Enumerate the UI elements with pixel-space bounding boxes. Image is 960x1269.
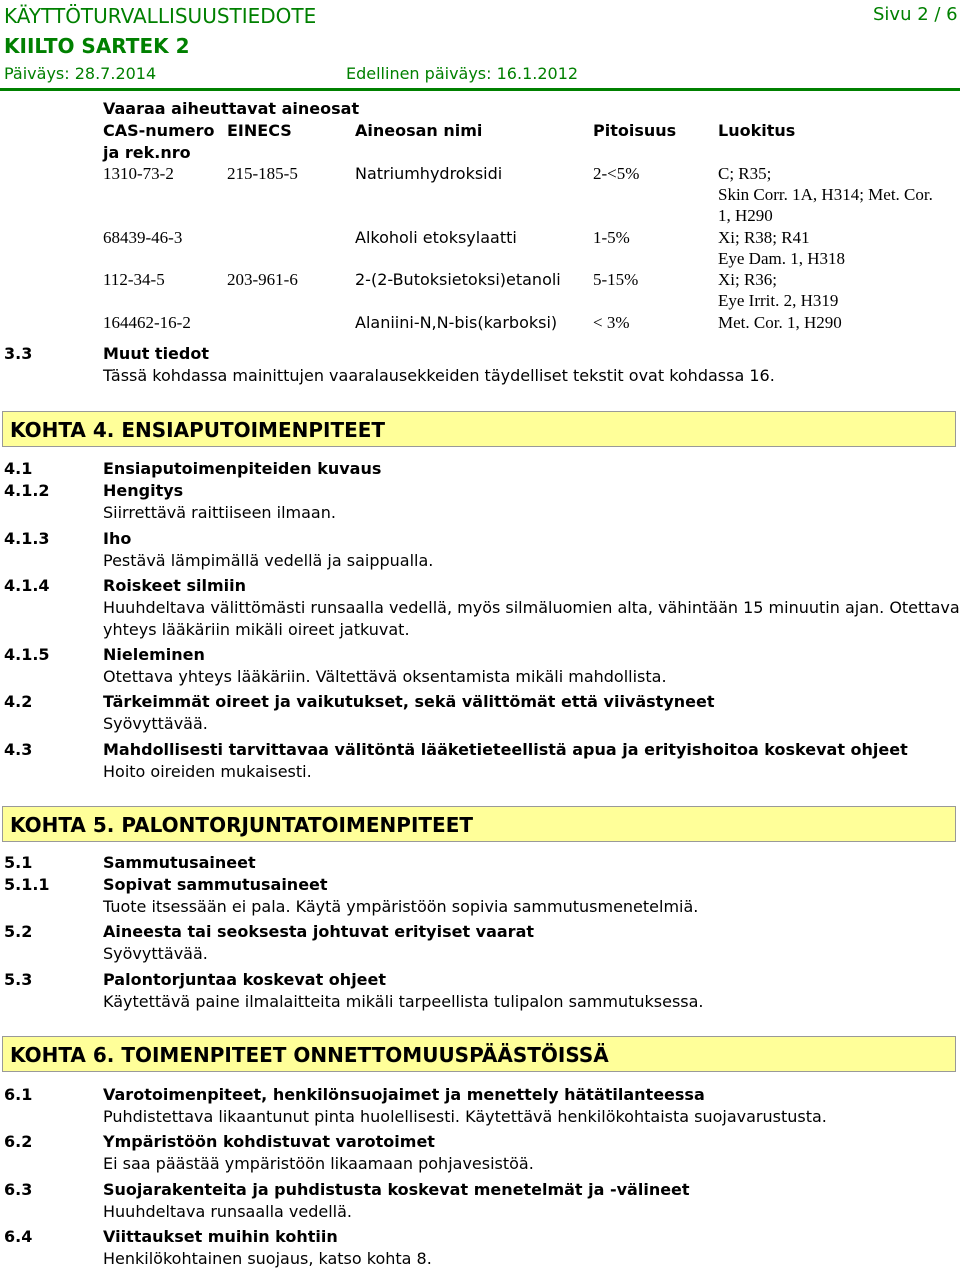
subsection-number: 3.3 (4, 344, 33, 363)
document-date: Päiväys: 28.7.2014 (4, 64, 157, 83)
subsection-number: 4.1.3 (4, 529, 50, 548)
subsection-text: Syövyttävää. (103, 944, 208, 963)
subsection-number: 4.3 (4, 740, 33, 759)
subsection-text: Tässä kohdassa mainittujen vaaralausekkeiden täydelliset tekstit ovat kohdassa 16. (103, 366, 775, 385)
subsection-title: Aineesta tai seoksesta johtuvat erityiset vaarat (103, 922, 535, 941)
subsection-text: Puhdistettava likaantunut pinta huolellisesti. Käytettävä henkilökohtaista suojavarustusta. (103, 1107, 827, 1126)
table-cell-concentration: 2-<5% (593, 164, 640, 183)
subsection-text: Pestävä lämpimällä vedellä ja saippualla. (103, 551, 434, 570)
section-6-title: KOHTA 6. TOIMENPITEET ONNETTOMUUSPÄÄSTÖISSÄ (10, 1043, 609, 1067)
subsection-text: Huuhdeltava välittömästi runsaalla vedellä, myös silmäluomien alta, vähintään 15 minuutin ajan. Otettava (103, 598, 960, 617)
table-cell-cas: 164462-16-2 (103, 313, 191, 332)
table-cell-classification: Met. Cor. 1, H290 (718, 313, 842, 332)
table-cell-einecs: 215-185-5 (227, 164, 298, 183)
subsection-text: Hoito oireiden mukaisesti. (103, 762, 312, 781)
section-5-title: KOHTA 5. PALONTORJUNTATOIMENPITEET (10, 813, 473, 837)
subsection-title: Tärkeimmät oireet ja vaikutukset, sekä välittömät että viivästyneet (103, 692, 715, 711)
section-5-banner (2, 806, 956, 842)
subsection-text: Siirrettävä raittiiseen ilmaan. (103, 503, 336, 522)
subsection-number: 5.3 (4, 970, 33, 989)
subsection-number: 5.1 (4, 853, 33, 872)
subsection-title: Ensiaputoimenpiteiden kuvaus (103, 459, 382, 478)
subsection-number: 5.1.1 (4, 875, 50, 894)
subsection-text: Syövyttävää. (103, 714, 208, 733)
subsection-text: Käytettävä paine ilmalaitteita mikäli tarpeellista tulipalon sammutuksessa. (103, 992, 704, 1011)
col-header-concentration: Pitoisuus (593, 121, 677, 140)
subsection-text: Huuhdeltava runsaalla vedellä. (103, 1202, 353, 1221)
subsection-text: Otettava yhteys lääkäriin. Vältettävä oksentamista mikäli mahdollista. (103, 667, 667, 686)
section-4-title: KOHTA 4. ENSIAPUTOIMENPITEET (10, 418, 386, 442)
subsection-number: 4.2 (4, 692, 33, 711)
subsection-title: Palontorjuntaa koskevat ohjeet (103, 970, 387, 989)
table-cell-einecs: 203-961-6 (227, 270, 298, 289)
table-cell-name: Alaniini-N,N-bis(karboksi) (355, 313, 558, 332)
table-cell-classification: Xi; R36; (718, 270, 778, 289)
subsection-text: Henkilökohtainen suojaus, katso kohta 8. (103, 1249, 432, 1268)
table-cell-cas: 1310-73-2 (103, 164, 174, 183)
subsection-text: Tuote itsessään ei pala. Käytä ympäristöön sopivia sammutusmenetelmiä. (103, 897, 699, 916)
subsection-number: 6.2 (4, 1132, 33, 1151)
subsection-text: Ei saa päästää ympäristöön likaamaan pohjavesistöä. (103, 1154, 534, 1173)
product-name: KIILTO SARTEK 2 (4, 34, 190, 58)
subsection-text: yhteys lääkäriin mikäli oireet jatkuvat. (103, 620, 410, 639)
subsection-number: 4.1.2 (4, 481, 50, 500)
document-title: KÄYTTÖTURVALLISUUSTIEDOTE (4, 4, 317, 28)
table-cell-name: 2-(2-Butoksietoksi)etanoli (355, 270, 561, 289)
col-header-cas: CAS-numero (103, 121, 215, 140)
subsection-title: Sopivat sammutusaineet (103, 875, 328, 894)
col-header-classification: Luokitus (718, 121, 796, 140)
table-cell-name: Natriumhydroksidi (355, 164, 503, 183)
table-cell-cas: 112-34-5 (103, 270, 165, 289)
subsection-number: 4.1.4 (4, 576, 50, 595)
table-cell-cas: 68439-46-3 (103, 228, 183, 247)
subsection-title: Varotoimenpiteet, henkilönsuojaimet ja menettely hätätilanteessa (103, 1085, 705, 1104)
subsection-title: Nieleminen (103, 645, 205, 664)
previous-date: Edellinen päiväys: 16.1.2012 (346, 64, 579, 83)
subsection-title: Muut tiedot (103, 344, 209, 363)
col-header-einecs: EINECS (227, 121, 292, 140)
col-header-name: Aineosan nimi (355, 121, 483, 140)
subsection-number: 6.4 (4, 1227, 33, 1246)
table-cell-classification: Xi; R38; R41 (718, 228, 810, 247)
subsection-title: Sammutusaineet (103, 853, 256, 872)
section-6-banner (2, 1036, 956, 1072)
table-cell-classification: Eye Irrit. 2, H319 (718, 291, 839, 310)
col-header-cas-2: ja rek.nro (103, 143, 191, 162)
table-cell-classification: Eye Dam. 1, H318 (718, 249, 846, 268)
subsection-number: 5.2 (4, 922, 33, 941)
subsection-number: 6.3 (4, 1180, 33, 1199)
subsection-title: Viittaukset muihin kohtiin (103, 1227, 338, 1246)
table-cell-classification: C; R35; (718, 164, 772, 183)
table-cell-concentration: 5-15% (593, 270, 639, 289)
section-4-banner (2, 411, 956, 447)
table-cell-classification: Skin Corr. 1A, H314; Met. Cor. (718, 185, 933, 204)
table-cell-name: Alkoholi etoksylaatti (355, 228, 517, 247)
table-cell-classification: 1, H290 (718, 206, 773, 225)
subsection-number: 6.1 (4, 1085, 33, 1104)
subsection-title: Suojarakenteita ja puhdistusta koskevat menetelmät ja -välineet (103, 1180, 690, 1199)
table-cell-concentration: 1-5% (593, 228, 630, 247)
table-cell-concentration: < 3% (593, 313, 630, 332)
subsection-number: 4.1.5 (4, 645, 50, 664)
table-section-label: Vaaraa aiheuttavat aineosat (103, 99, 360, 118)
subsection-title: Mahdollisesti tarvittavaa välitöntä lääketieteellistä apua ja erityishoitoa koskevat ohjeet (103, 740, 908, 759)
subsection-number: 4.1 (4, 459, 33, 478)
subsection-title: Ympäristöön kohdistuvat varotoimet (103, 1132, 435, 1151)
header-divider (0, 88, 960, 91)
subsection-title: Roiskeet silmiin (103, 576, 246, 595)
subsection-title: Hengitys (103, 481, 184, 500)
page-number: Sivu 2 / 6 (873, 4, 958, 25)
subsection-title: Iho (103, 529, 132, 548)
